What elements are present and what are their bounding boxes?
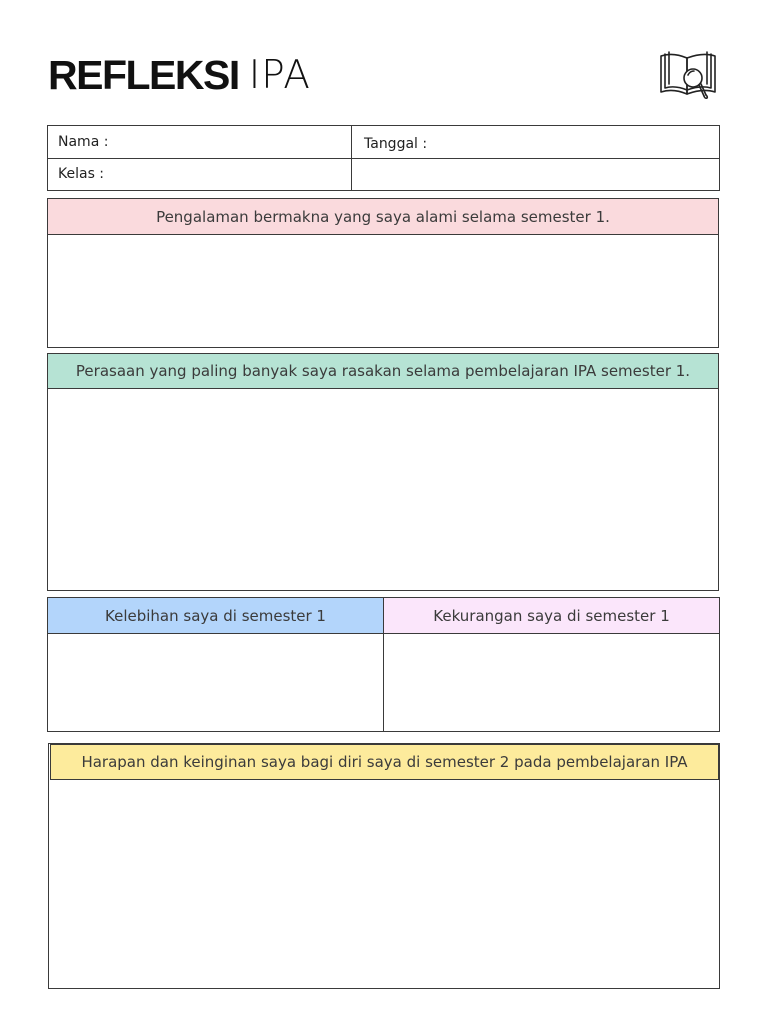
nama-field[interactable] — [58, 126, 348, 158]
harapan-section — [48, 743, 720, 989]
perasaan-heading-text: Perasaan yang paling banyak saya rasakan selama pembelajaran IPA semester 1. — [75, 362, 691, 380]
kekurangan-answer-area[interactable] — [384, 634, 719, 731]
tanggal-field[interactable] — [364, 128, 704, 160]
kekurangan-heading-text: Kekurangan saya di semester 1 — [433, 606, 670, 625]
pengalaman-answer-area[interactable] — [48, 235, 718, 347]
kelebihan-kekurangan-section — [47, 597, 720, 732]
kelebihan-answer-area[interactable] — [48, 634, 383, 731]
perasaan-heading — [48, 354, 718, 389]
tanggal-label: Tanggal : — [364, 136, 428, 152]
book-magnifier-icon — [657, 48, 719, 106]
kelas-label: Kelas : — [58, 166, 105, 182]
kelebihan-heading-text: Kelebihan saya di semester 1 — [105, 606, 326, 625]
page-title — [48, 50, 311, 100]
pengalaman-heading-text: Pengalaman bermakna yang saya alami selama semester 1. — [156, 207, 610, 226]
nama-label: Nama : — [58, 134, 109, 150]
kelebihan-heading — [48, 598, 383, 634]
harapan-answer-area[interactable] — [49, 780, 719, 988]
kekurangan-heading — [384, 598, 719, 634]
perasaan-section — [47, 353, 719, 591]
harapan-heading — [50, 744, 719, 780]
perasaan-answer-area[interactable] — [48, 389, 718, 590]
title-refleksi: REFLEKSI — [48, 51, 239, 98]
student-info-table — [47, 125, 720, 191]
pengalaman-heading — [48, 199, 718, 235]
harapan-heading-text: Harapan dan keinginan saya bagi diri saya di semester 2 pada pembelajaran IPA — [81, 753, 688, 771]
kelas-field[interactable] — [58, 158, 348, 190]
empty-field[interactable] — [353, 159, 719, 190]
title-ipa: IPA — [248, 52, 311, 98]
pengalaman-section — [47, 198, 719, 348]
